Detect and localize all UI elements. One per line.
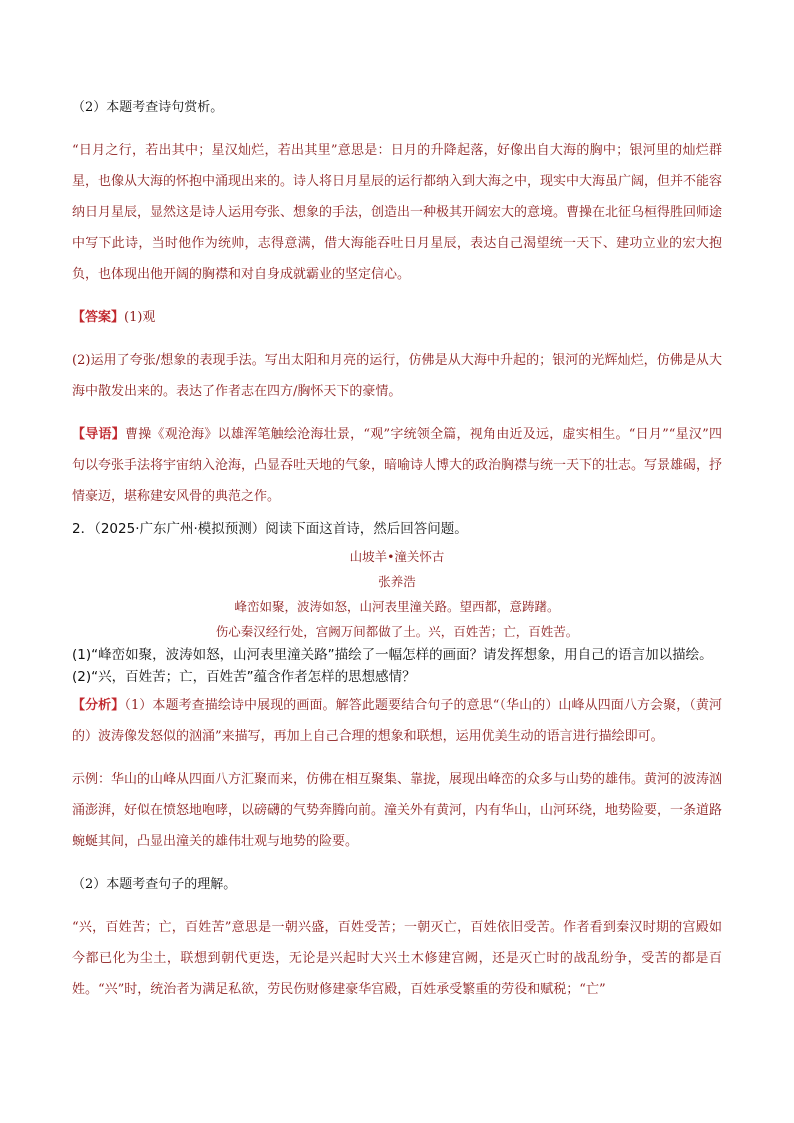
analysis-block xyxy=(72,690,722,752)
guide-block xyxy=(72,419,722,512)
answer-block xyxy=(72,302,722,333)
analysis-text: （1）本题考查描绘诗中展现的画面。解答此题要结合句子的意思“（华山的）山峰从四面八方会聚，（黄河的）波涛像发怒似的汹涌”来描写，再加上自己合理的想象和联想，运用优美生动的语言进行描绘即可。 xyxy=(72,698,722,744)
q2-part2-explanation: “兴，百姓苦；亡，百姓苦”意思是一朝兴盛，百姓受苦；一朝灭亡，百姓依旧受苦。作者看到秦汉时期的宫殿如今都已化为尘土，联想到朝代更迭，无论是兴起时大兴土木修建宫阙，还是灭亡时的战乱纷争，受苦的都是百姓。“兴”时，统治者为满足私欲，劳民伤财修建豪华宫殿，百姓承受繁重的劳役和赋税；“亡” xyxy=(72,920,722,997)
poem-line-2: 伤心秦汉经行处，宫阙万间都做了土。兴，百姓苦；亡，百姓苦。 xyxy=(215,624,579,639)
sub-question-2: (2)“兴，百姓苦；亡，百姓苦”蕴含作者怎样的思想感情？ xyxy=(72,669,416,685)
guide-text: 曹操《观沧海》以雄浑笔触绘沧海壮景，“观”字统领全篇，视角由近及远，虚实相生。“日月”“星汉”四句以夸张手法将宇宙纳入沧海，凸显吞吐天地的气象，暗喻诗人博大的政治胸襟与统一天下的壮志。写景雄碣，抒情豪迈，堪称建安风骨的典范之作。 xyxy=(72,427,723,504)
question-2-heading: 2．（2025·广东广州·模拟预测）阅读下面这首诗，然后回答问题。 xyxy=(72,521,468,537)
guide-tag: 【导语】 xyxy=(72,427,125,442)
poem-author: 张养浩 xyxy=(378,574,416,589)
part2-heading: （2）本题考查诗句赏析。 xyxy=(72,100,224,115)
answer-2: (2)运用了夸张/想象的表现手法。写出太阳和月亮的运行，仿佛是从大海中升起的；银河的光辉灿烂，仿佛是从大海中散发出来的。表达了作者志在四方/胸怀天下的豪情。 xyxy=(72,353,722,399)
sub-question-1: (1)“峰峦如聚，波涛如怒，山河表里潼关路”描绘了一幅怎样的画面？请发挥想象，用自己的语言加以描绘。 xyxy=(72,647,713,663)
part2-explanation: “日月之行，若出其中；星汉灿烂，若出其里”意思是：日月的升降起落，好像出自大海的胸中；银河里的灿烂群星，也像从大海的怀抱中涌现出来的。诗人将日月星辰的运行都纳入到大海之中，现实中大海虽广阔，但并不能容纳日月星辰，显然这是诗人运用夸张、想象的手法，创造出一种极其开阔宏大的意境。曹操在北征乌桓得胜回师途中写下此诗，当时他作为统帅，志得意满，借大海能吞吐日月星辰，表达自己渴望统一天下、建功立业的宏大抱负，也体现出他开阔的胸襟和对自身成就霸业的坚定信心。 xyxy=(72,143,723,282)
poem-line-1: 峰峦如聚，波涛如怒，山河表里潼关路。望西都，意踌躇。 xyxy=(234,599,560,614)
q2-part2-heading: （2）本题考查句子的理解。 xyxy=(72,877,237,892)
answer-1: (1)观 xyxy=(124,310,156,325)
answer-tag: 【答案】 xyxy=(72,310,125,325)
example-text: 示例：华山的山峰从四面八方汇聚而来，仿佛在相互聚集、靠拢，展现出峰峦的众多与山势的雄伟。黄河的波涛汹涌澎湃，好似在愤怒地咆哮，以磅礴的气势奔腾向前。潼关外有黄河，内有华山，山河环绕，地势险要，一条道路蜿蜒其间，凸显出潼关的雄伟壮观与地势的险要。 xyxy=(72,772,723,849)
document-content xyxy=(72,92,722,1005)
poem-title: 山坡羊•潼关怀古 xyxy=(349,549,445,564)
analysis-tag: 【分析】 xyxy=(72,698,125,713)
